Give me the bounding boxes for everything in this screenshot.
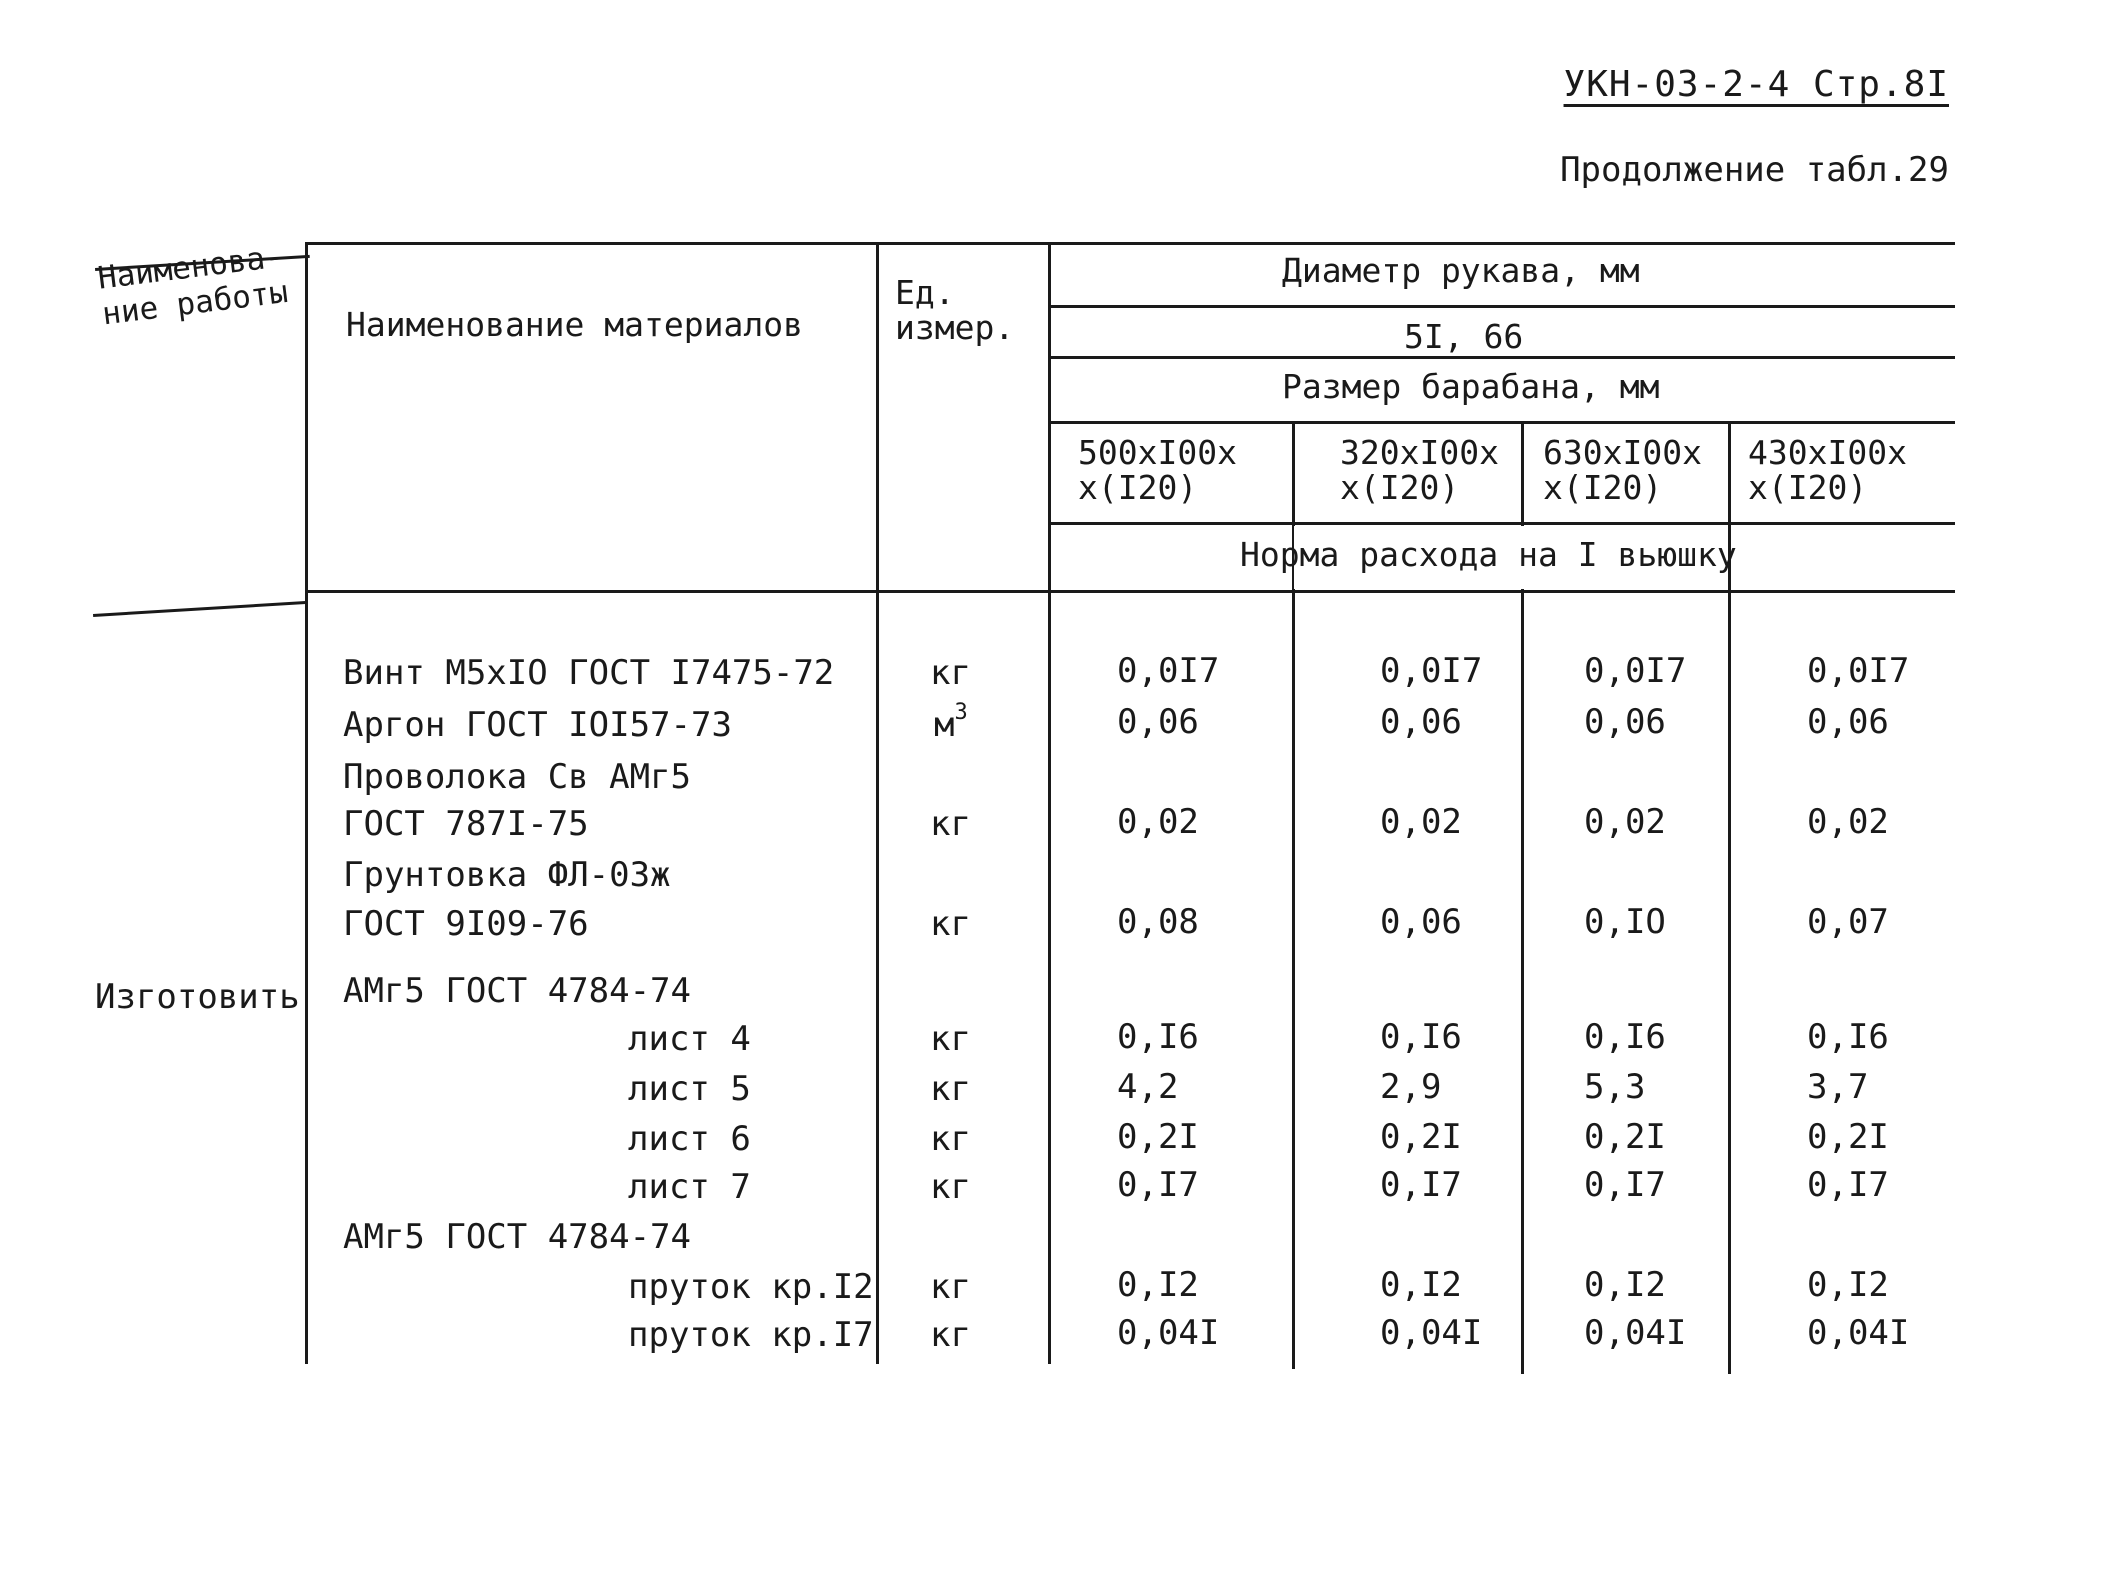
table-row-value: 0,I7 — [1380, 1165, 1462, 1205]
table-row-value: 0,I7 — [1807, 1165, 1889, 1205]
table-row-value: 0,2I — [1807, 1117, 1889, 1157]
table-row-material: лист 7 — [628, 1167, 751, 1207]
drum-rule — [1050, 421, 1955, 424]
table-row-unit: кг — [930, 804, 971, 844]
table-row-value: 4,2 — [1117, 1067, 1179, 1107]
header-rule-left — [93, 601, 308, 617]
table-row-value: 0,07 — [1807, 902, 1889, 942]
table-row-unit: кг — [930, 1267, 971, 1307]
table-row-value: 0,I7 — [1117, 1165, 1199, 1205]
table-row-value: 0,I6 — [1380, 1017, 1462, 1057]
drum-size-col-2: 320xI00x x(I20) — [1340, 433, 1499, 507]
table-row-value: 0,I2 — [1117, 1265, 1199, 1305]
table-row-unit: кг — [930, 904, 971, 944]
table-row-value: 5,3 — [1584, 1067, 1646, 1107]
table-row-value: 0,04I — [1584, 1313, 1687, 1353]
work-name-header: Наименова- ние работы — [95, 238, 290, 333]
unit-header: Ед. измер. — [895, 273, 1015, 347]
document-code: УКН-03-2-4 Стр.8I — [1563, 64, 1949, 105]
table-row-value: 0,0I7 — [1807, 651, 1910, 691]
table-row-value: 0,08 — [1117, 902, 1199, 942]
drum-size-header: Размер барабана, мм — [1282, 367, 1660, 406]
table-row-material: Винт М5хIO ГОСТ I7475-72 — [343, 653, 835, 693]
col-divider-3 — [1048, 244, 1051, 1364]
work-name-cell: Изготовить — [95, 977, 300, 1017]
table-row-material: Проволока Св АМг5 — [343, 757, 691, 797]
table-continuation-label: Продолжение табл.29 — [1560, 150, 1949, 190]
table-row-value: 0,0I7 — [1380, 651, 1483, 691]
table-row-material: Грунтовка ФЛ-03ж — [343, 855, 671, 895]
table-row-unit: кг — [930, 1119, 971, 1159]
drum-size-col-3: 630xI00x x(I20) — [1543, 433, 1702, 507]
hose-diameter-header: Диаметр рукава, мм — [1282, 251, 1640, 290]
table-row-value: 0,06 — [1807, 702, 1889, 742]
table-row-unit: кг — [930, 1019, 971, 1059]
table-row-material: Аргон ГОСТ IOI57-73 — [343, 705, 732, 745]
table-row-material: ГОСТ 787I-75 — [343, 804, 589, 844]
table-row-value: 0,I6 — [1117, 1017, 1199, 1057]
drum-size-col-4: 430xI00x x(I20) — [1748, 433, 1907, 507]
hose-diameter-values: 5I, 66 — [1404, 317, 1524, 356]
table-row-value: 0,I7 — [1584, 1165, 1666, 1205]
material-name-header: Наименование материалов — [346, 305, 803, 344]
table-row-value: 0,02 — [1807, 802, 1889, 842]
col-divider-1 — [305, 244, 308, 1364]
table-row-value: 0,I6 — [1807, 1017, 1889, 1057]
unit-superscript: 3 — [954, 700, 968, 725]
table-row-unit — [934, 700, 968, 745]
table-row-value: 0,2I — [1584, 1117, 1666, 1157]
table-row-value: 0,02 — [1117, 802, 1199, 842]
table-row-material: лист 5 — [628, 1069, 751, 1109]
table-row-value: 0,I6 — [1584, 1017, 1666, 1057]
table-row-unit: кг — [930, 653, 971, 693]
top-rule — [305, 242, 1955, 245]
table-row-material: АМг5 ГОСТ 4784-74 — [343, 971, 691, 1011]
table-row-value: 0,0I7 — [1584, 651, 1687, 691]
norm-header: Норма расхода на I вьюшку — [1240, 535, 1737, 574]
table-row-value: 0,02 — [1380, 802, 1462, 842]
header-rule — [305, 590, 1955, 593]
table-row-value: 0,I2 — [1584, 1265, 1666, 1305]
table-row-material: пруток кр.I2 — [628, 1267, 874, 1307]
table-row-material: пруток кр.I7 — [628, 1315, 874, 1355]
table-row-value: 0,I2 — [1807, 1265, 1889, 1305]
table-row-value: 0,04I — [1380, 1313, 1483, 1353]
table-row-material: лист 4 — [628, 1019, 751, 1059]
table-row-value: 0,I2 — [1380, 1265, 1462, 1305]
table-row-value: 0,06 — [1380, 702, 1462, 742]
table-row-material: АМг5 ГОСТ 4784-74 — [343, 1217, 691, 1257]
table-row-value: 0,06 — [1380, 902, 1462, 942]
table-row-value: 0,04I — [1807, 1313, 1910, 1353]
diameter-values-rule — [1050, 356, 1955, 359]
drum-size-col-1: 500xI00x x(I20) — [1078, 433, 1237, 507]
table-row-value: 0,04I — [1117, 1313, 1220, 1353]
table-row-value: 0,IO — [1584, 902, 1666, 942]
table-row-material: ГОСТ 9I09-76 — [343, 904, 589, 944]
table-row-value: 0,2I — [1380, 1117, 1462, 1157]
table-row-value: 0,06 — [1117, 702, 1199, 742]
table-row-value: 2,9 — [1380, 1067, 1442, 1107]
drum-sizes-rule — [1050, 522, 1955, 525]
table-row-value: 0,2I — [1117, 1117, 1199, 1157]
col-divider-2 — [876, 244, 879, 1364]
table-row-value: 0,02 — [1584, 802, 1666, 842]
table-row-unit: кг — [930, 1069, 971, 1109]
unit-text: м — [934, 705, 955, 745]
table-row-unit: кг — [930, 1167, 971, 1207]
table-row-value: 0,0I7 — [1117, 651, 1220, 691]
table-row-unit: кг — [930, 1315, 971, 1355]
table-row-value: 3,7 — [1807, 1067, 1869, 1107]
diameter-rule — [1050, 305, 1955, 308]
table-row-material: лист 6 — [628, 1119, 751, 1159]
table-row-value: 0,06 — [1584, 702, 1666, 742]
